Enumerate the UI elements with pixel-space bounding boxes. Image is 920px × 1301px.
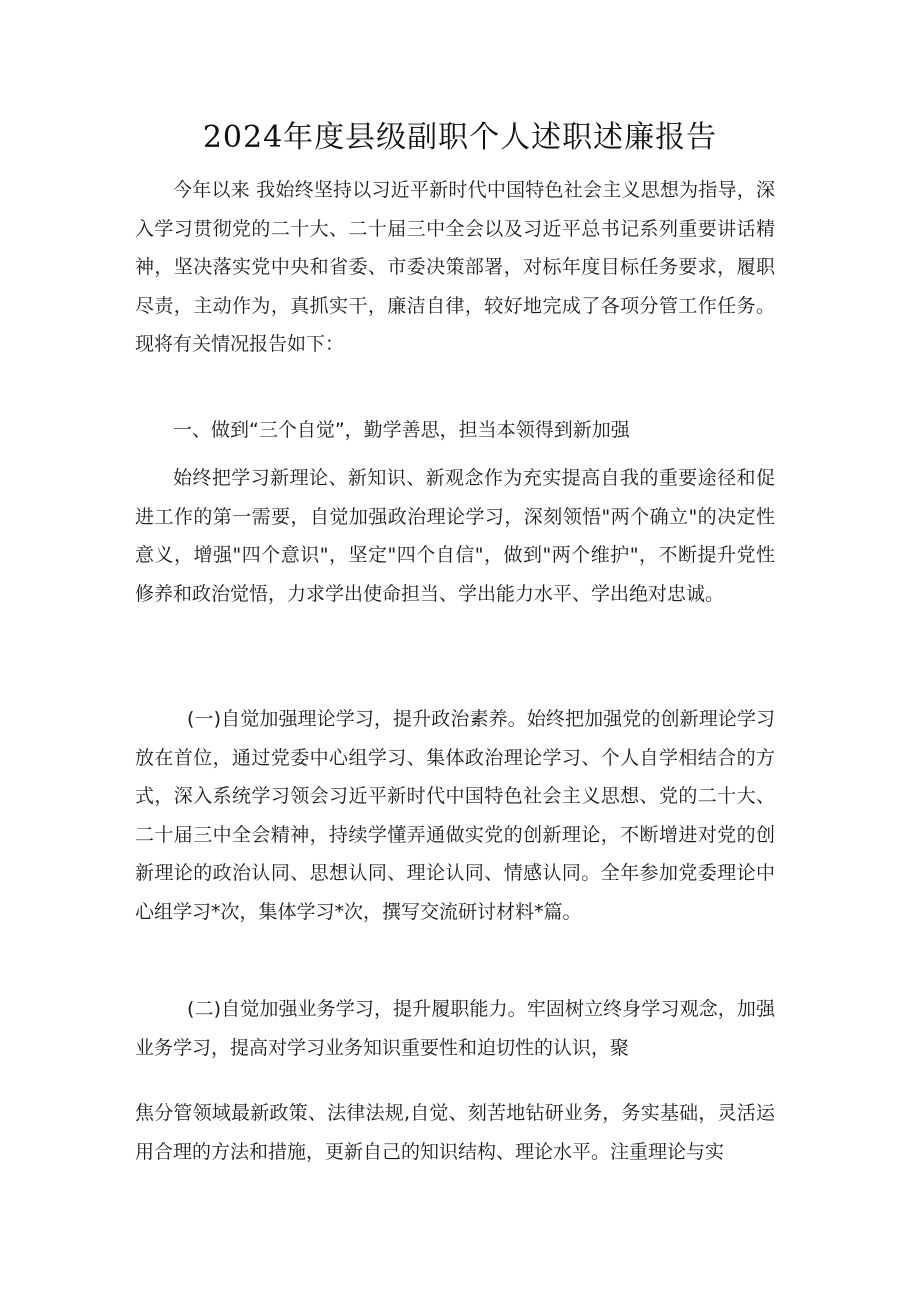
section-1-paragraph: 始终把学习新理论、新知识、新观念作为充实提高自我的重要途径和促进工作的第一需要，自觉加强政治理论学习，深刻领悟"两个确立"的决定性意义，增强"四个意识"，坚定"四个自信"，做到"两个维护"，不断提升党性修养和政治觉悟，力求学出使命担当、学出能力水平、学出绝对忠诚。 xyxy=(135,467,775,605)
page-continuation-paragraph: 焦分管领域最新政策、法律法规,自觉、刻苦地钻研业务，务实基础，灵活运用合理的方法和措施，更新自己的知识结构、理论水平。注重理论与实 xyxy=(135,1102,775,1163)
section-heading-1: 一、做到“三个自觉”，勤学善思，担当本领得到新加强 xyxy=(173,419,630,441)
subsection-1-paragraph: (一)自觉加强理论学习，提升政治素养。始终把加强党的创新理论学习放在首位，通过党委中心组学习、集体政治理论学习、个人自学相结合的方式，深入系统学习领会习近平新时代中国特色社会主义思想、党的二十大、二十届三中全会精神，持续学懂弄通做实党的创新理论，不断增进对党的创新理论的政治认同、思想认同、理论认同、情感认同。全年参加党委理论中心组学习*次，集体学习*次，撰写交流研讨材料*篇。 xyxy=(135,708,775,923)
subsection-2-paragraph: (二)自觉加强业务学习，提升履职能力。牢固树立终身学习观念，加强业务学习，提高对学习业务知识重要性和迫切性的认识，聚 xyxy=(135,998,775,1059)
intro-paragraph: 今年以来 我始终坚持以习近平新时代中国特色社会主义思想为指导，深入学习贯彻党的二十大、二十届三中全会以及习近平总书记系列重要讲话精神，坚决落实党中央和省委、市委决策部署，对标年度目标任务要求，履职尽责，主动作为，真抓实干，廉洁自律，较好地完成了各项分管工作任务。现将有关情况报告如下： xyxy=(135,179,775,355)
document-title: 2024年度县级副职个人述职述廉报告 xyxy=(202,120,718,155)
